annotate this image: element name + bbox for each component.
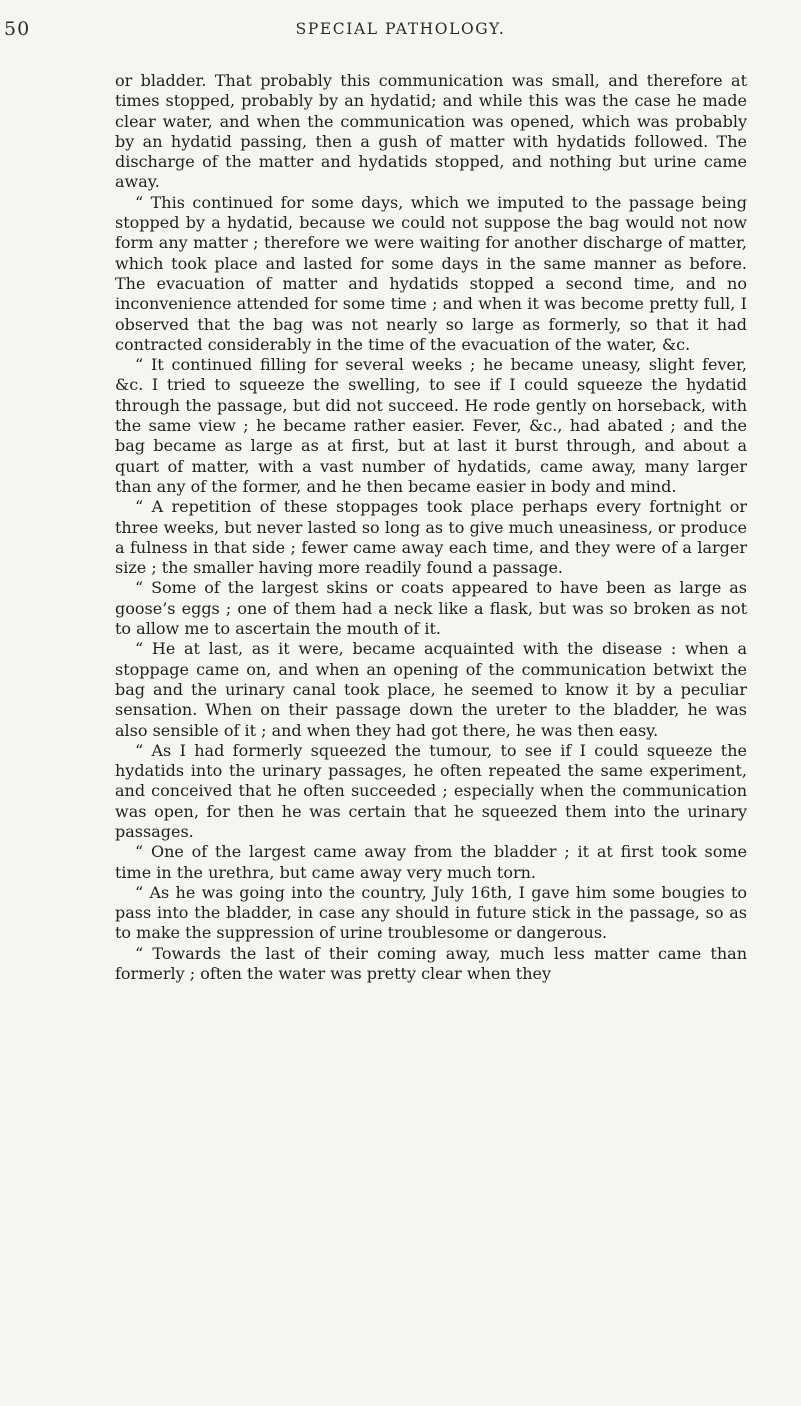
paragraph: or bladder. That probably this communication was small, and therefore at times stopped, probably by an hydatid; and while this was the case he made clear water, and when the communication was opened, which was probably by an hydatid passing, then a gush of matter with hydatids followed. The discharge of the matter and hydatids stopped, and nothing but urine came away. xyxy=(115,71,747,192)
paragraph: “ It continued filling for several weeks ; he became uneasy, slight fever, &c. I tried to squeeze the swelling, to see if I could squeeze the hydatid through the passage, but did not succeed. He rode gently on horseback, with the same view ; he became rather easier. Fever, &c., had abated ; and the bag became as large as at first, but at last it burst through, and about a quart of matter, with a vast number of hydatids, came away, many larger than any of the former, and he then became easier in body and mind. xyxy=(115,355,747,496)
paragraph: “ Towards the last of their coming away, much less matter came than formerly ; often the water was pretty clear when they xyxy=(115,943,747,984)
paragraph: “ As I had formerly squeezed the tumour, to see if I could squeeze the hydatids into the urinary passages, he often repeated the same experiment, and conceived that he often succeeded ; especially when the communication was open, for then he was certain that he squeezed them into the urinary passages. xyxy=(115,740,747,841)
page-number: 50 xyxy=(4,18,31,40)
paragraph: “ This continued for some days, which we imputed to the passage being stopped by a hydatid, because we could not suppose the bag would not now form any matter ; therefore we were waiting for another discharge of matter, which took place and lasted for some days in the same manner as before. The evacuation of matter and hydatids stopped a second time, and no inconvenience attended for some time ; and when it was become pretty full, I observed that the bag was not nearly so large as formerly, so that it had contracted considerably in the time of the evacuation of the water, &c. xyxy=(115,192,747,354)
body-text xyxy=(115,71,747,984)
paragraph: “ He at last, as it were, became acquainted with the disease : when a stoppage came on, and when an opening of the communication betwixt the bag and the urinary canal took place, he seemed to know it by a peculiar sensation. When on their passage down the ureter to the bladder, he was also sensible of it ; and when they had got there, he was then easy. xyxy=(115,639,747,740)
paragraph: “ As he was going into the country, July 16th, I gave him some bougies to pass into the bladder, in case any should in future stick in the passage, so as to make the suppression of urine troublesome or dangerous. xyxy=(115,882,747,943)
paragraph: “ Some of the largest skins or coats appeared to have been as large as goose’s eggs ; one of them had a neck like a flask, but was so broken as not to allow me to ascertain the mouth of it. xyxy=(115,578,747,639)
paragraph: “ A repetition of these stoppages took place perhaps every fortnight or three weeks, but never lasted so long as to give much uneasiness, or produce a fulness in that side ; fewer came away each time, and they were of a larger size ; the smaller having more readily found a passage. xyxy=(115,497,747,578)
paragraph: “ One of the largest came away from the bladder ; it at first took some time in the urethra, but came away very much torn. xyxy=(115,842,747,882)
running-title: SPECIAL PATHOLOGY. xyxy=(295,20,506,38)
